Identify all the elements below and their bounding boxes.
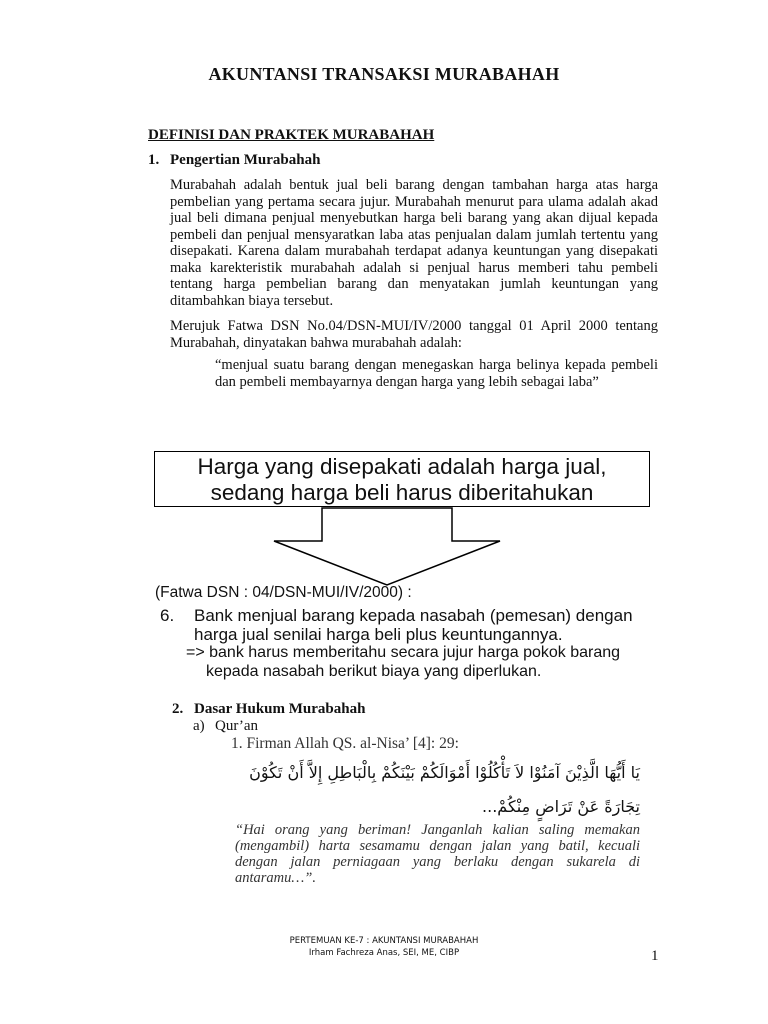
subsection-title: Pengertian Murabahah bbox=[170, 152, 321, 168]
down-arrow-icon bbox=[272, 507, 502, 587]
verse-translation: “Hai orang yang beriman! Janganlah kalian saling memakan (mengambil) harta sesamamu dengan jalan yang batil, kecuali dengan jalan perniagaan yang berlaku dengan sukarela di antaramu…”. bbox=[235, 822, 640, 886]
subsection-title: Dasar Hukum Murabahah bbox=[194, 701, 366, 717]
subsection-number: 1. bbox=[148, 152, 160, 168]
fatwa-reference-paragraph: Merujuk Fatwa DSN No.04/DSN-MUI/IV/2000 tanggal 01 April 2000 tentang Murabahah, dinyatakan bahwa murabahah adalah: bbox=[170, 318, 658, 351]
fatwa-item-line-2: harga jual senilai harga beli plus keuntungannya. bbox=[194, 625, 563, 644]
document-title: AKUNTANSI TRANSAKSI MURABAHAH bbox=[208, 64, 560, 84]
fatwa-note-line-1: => bank harus memberitahu secara jujur harga pokok barang bbox=[186, 644, 621, 661]
arabic-verse bbox=[232, 756, 640, 824]
highlight-box-line-1: Harga yang disepakati adalah harga jual, bbox=[197, 454, 607, 479]
fatwa-note bbox=[186, 643, 620, 681]
definition-paragraph: Murabahah adalah bentuk jual beli barang dengan tambahan harga atas harga pembelian yang pertama secara jujur. Murabahah menurut para ulama adalah akad jual beli dimana penjual menyebutkan harga beli barang yang akan dijual kepada pembeli dan penjual mensyaratkan laba atas penjualan dalam jumlah tertentu yang disepakati. Karena dalam murabahah terdapat adanya keuntungan yang disepakati maka karekteristik murabahah adalah si penjual harus memberi tahu pembeli tentang harga pembelian barang dan menyatakan jumlah keuntungan yang ditambahkan biaya tersebut. bbox=[170, 177, 658, 309]
footer-line-1: PERTEMUAN KE-7 : AKUNTANSI MURABAHAH bbox=[289, 936, 479, 946]
subsection-heading-1 bbox=[148, 152, 320, 169]
page-number: 1 bbox=[651, 948, 659, 964]
fatwa-item-line-1: Bank menjual barang kepada nasabah (pemesan) dengan bbox=[194, 606, 633, 625]
fatwa-item-number: 6. bbox=[160, 606, 175, 625]
subsection-number: 2. bbox=[172, 701, 184, 717]
section-heading: DEFINISI DAN PRAKTEK MURABAHAH bbox=[148, 127, 435, 143]
highlight-box-line-2: sedang harga beli harus diberitahukan bbox=[210, 480, 594, 505]
footer-line-2: Irham Fachreza Anas, SEI, ME, CIBP bbox=[308, 948, 460, 958]
sub-item-text: Qur’an bbox=[215, 718, 259, 734]
verse-reference: 1. Firman Allah QS. al-Nisa’ [4]: 29: bbox=[231, 735, 459, 752]
arabic-verse-line-2: تِجَارَةً عَنْ تَرَاضٍ مِنْكُمْ... bbox=[482, 797, 640, 816]
highlight-box bbox=[154, 451, 650, 507]
fatwa-label: (Fatwa DSN : 04/DSN-MUI/IV/2000) : bbox=[155, 584, 412, 601]
fatwa-item bbox=[160, 606, 633, 644]
subsection-heading-2 bbox=[172, 701, 365, 718]
arabic-verse-line-1: يَا أَيُّهَا الَّذِيْنَ آمَنُوْا لاَ تَأْكُلُوْا أَمْوَالَكُمْ بَيْنَكُمْ بِالْبَاطِلِ إِلاَّ أَنْ تَكُوْنَ bbox=[249, 763, 640, 782]
sub-item-label: a) bbox=[193, 718, 205, 734]
sub-item-quran bbox=[193, 718, 258, 735]
fatwa-note-line-2: kepada nasabah berikut biaya yang diperlukan. bbox=[206, 663, 542, 680]
definition-quote: “menjual suatu barang dengan menegaskan harga belinya kepada pembeli dan pembeli membayarnya dengan harga yang lebih sebagai laba” bbox=[215, 357, 658, 390]
